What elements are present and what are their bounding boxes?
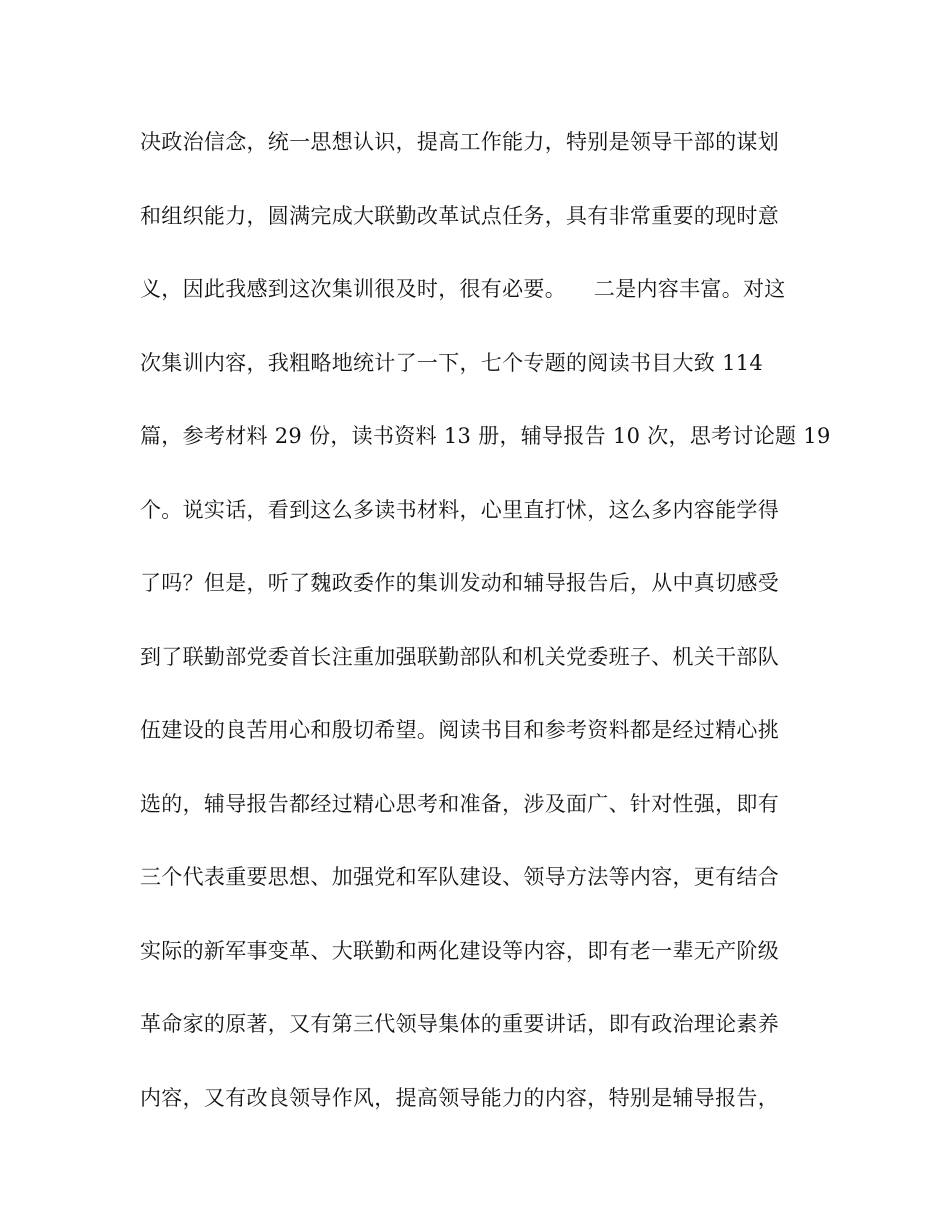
text-line: 实际的新军事变革、大联勤和两化建设等内容，即有老一辈无产阶级 [140,938,779,963]
body-text [140,124,831,1153]
text-line: 了吗？但是，听了魏政委作的集训发动和辅导报告后，从中真切感受 [140,571,779,595]
text-line: 内容，又有改良领导作风，提高领导能力的内容，特别是辅导报告， [140,1085,779,1110]
text-line: 伍建设的良苦用心和殷切希望。阅读书目和参考资料都是经过精心挑 [140,718,779,742]
text-line: 三个代表重要思想、加强党和军队建设、领导方法等内容，更有结合 [140,865,779,889]
text-line: 义，因此我感到这次集训很及时，很有必要。 二是内容丰富。对这 [140,277,786,301]
text-line: 选的，辅导报告都经过精心思考和准备，涉及面广、针对性强，即有 [140,791,779,816]
text-line: 和组织能力，圆满完成大联勤改革试点任务，具有非常重要的现时意 [140,203,779,228]
text-line: 次集训内容，我粗略地统计了一下，七个专题的阅读书目大致 114 [140,350,764,375]
text-line: 决政治信念，统一思想认识，提高工作能力，特别是领导干部的谋划 [140,130,779,154]
text-line: 个。说实话，看到这么多读书材料，心里直打怵，这么多内容能学得 [140,497,779,522]
text-line: 篇，参考材料 29 份，读书资料 13 册，辅导报告 10 次，思考讨论题 19 [140,424,831,448]
text-line: 到了联勤部党委首长注重加强联勤部队和机关党委班子、机关干部队 [140,644,779,669]
text-line: 革命家的原著，又有第三代领导集体的重要讲话，即有政治理论素养 [140,1012,779,1036]
